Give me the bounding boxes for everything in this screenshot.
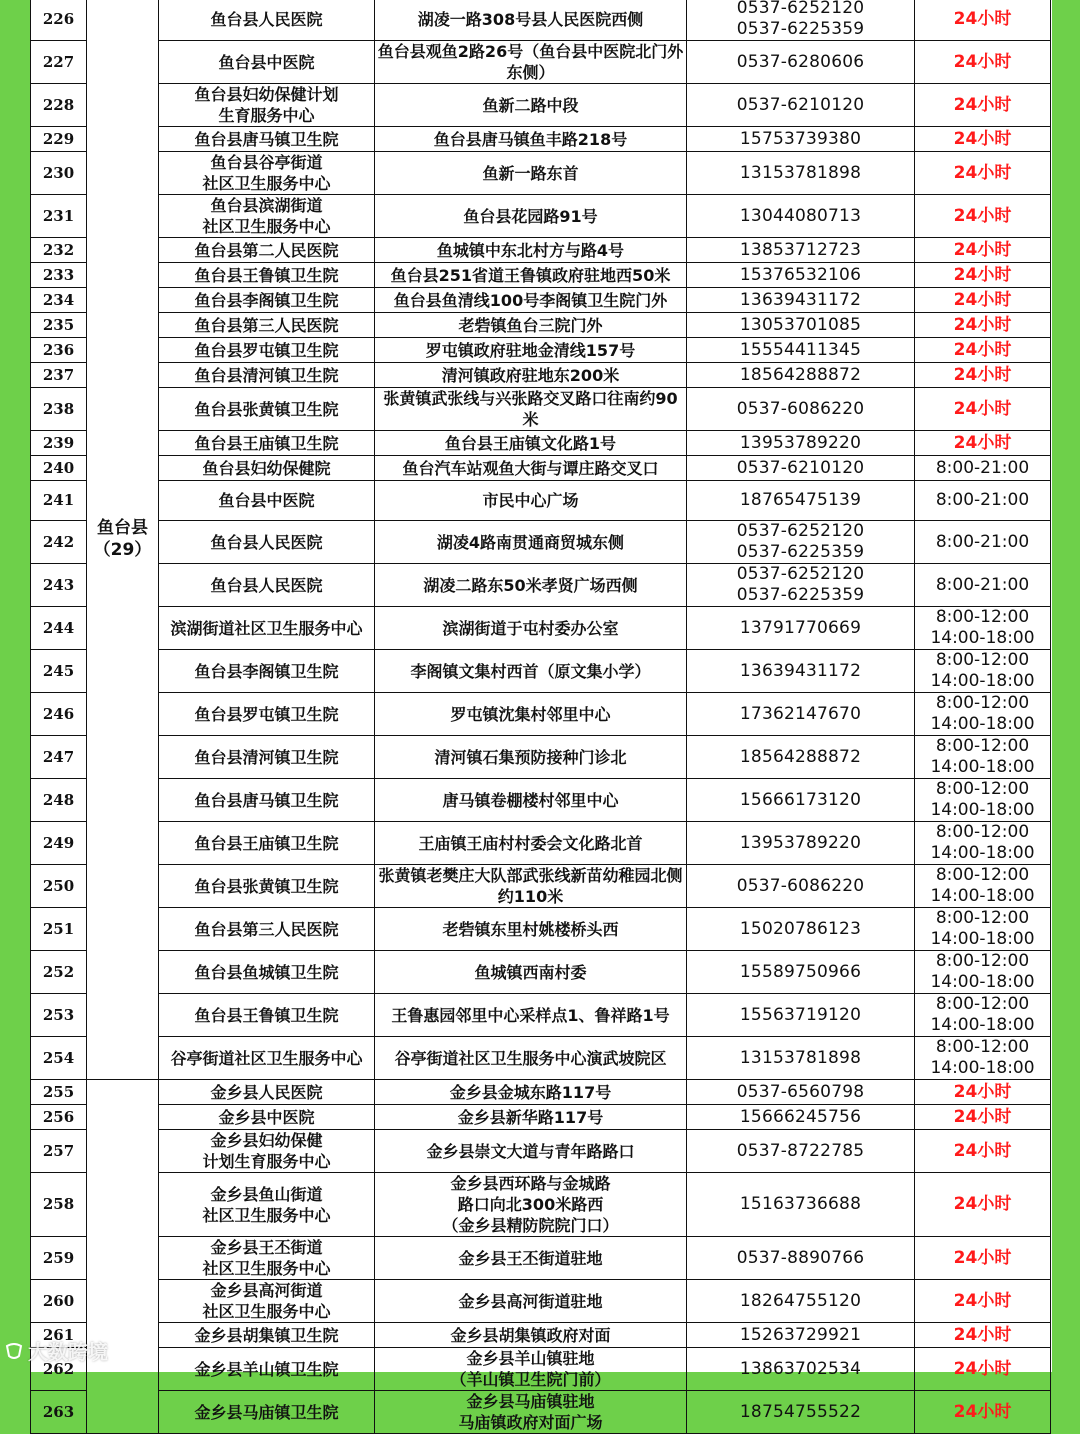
table-row xyxy=(31,908,1051,951)
service-hours: 24小时 xyxy=(915,313,1051,338)
row-number: 255 xyxy=(31,1080,87,1105)
clinic-name: 鱼台县妇幼保健院 xyxy=(159,456,375,481)
clinic-address: 鱼城镇西南村委 xyxy=(375,951,687,994)
clinic-address: 张黄镇武张线与兴张路交叉路口往南约90米 xyxy=(375,388,687,431)
clinic-phone: 18564288872 xyxy=(687,363,915,388)
clinic-name: 鱼台县清河镇卫生院 xyxy=(159,363,375,388)
service-hours: 8:00-21:00 xyxy=(915,521,1051,564)
clinic-phone: 13153781898 xyxy=(687,152,915,195)
clinic-phone: 0537-8722785 xyxy=(687,1130,915,1173)
clinic-phone: 0537-6252120 0537-6225359 xyxy=(687,521,915,564)
clinic-name: 金乡县胡集镇卫生院 xyxy=(159,1323,375,1348)
watermark-text: 大数跨境 xyxy=(28,1340,108,1364)
clinic-address: 王庙镇王庙村村委会文化路北首 xyxy=(375,822,687,865)
table-row xyxy=(31,363,1051,388)
clinic-phone: 13053701085 xyxy=(687,313,915,338)
table-row xyxy=(31,84,1051,127)
row-number: 246 xyxy=(31,693,87,736)
row-number: 239 xyxy=(31,431,87,456)
clinic-phone: 17362147670 xyxy=(687,693,915,736)
clinic-phone: 18765475139 xyxy=(687,481,915,521)
table-row xyxy=(31,456,1051,481)
clinic-phone: 18754755522 xyxy=(687,1391,915,1434)
row-number: 228 xyxy=(31,84,87,127)
row-number: 245 xyxy=(31,650,87,693)
table-row xyxy=(31,0,1051,41)
row-number: 262 xyxy=(31,1348,87,1391)
clinic-address: 鱼台汽车站观鱼大街与谭庄路交叉口 xyxy=(375,456,687,481)
clinic-address: 老砦镇鱼台三院门外 xyxy=(375,313,687,338)
clinic-phone: 15589750966 xyxy=(687,951,915,994)
clinic-name: 鱼台县滨湖街道 社区卫生服务中心 xyxy=(159,195,375,238)
row-number: 243 xyxy=(31,564,87,607)
table-row xyxy=(31,1237,1051,1280)
table-row xyxy=(31,1280,1051,1323)
clinic-address: 鱼台县251省道王鲁镇政府驻地西50米 xyxy=(375,263,687,288)
service-hours: 8:00-12:00 14:00-18:00 xyxy=(915,779,1051,822)
clinic-address: 清河镇政府驻地东200米 xyxy=(375,363,687,388)
service-hours: 8:00-12:00 14:00-18:00 xyxy=(915,994,1051,1037)
clinic-address: 鱼台县鱼清线100号李阁镇卫生院门外 xyxy=(375,288,687,313)
clinic-address: 清河镇石集预防接种门诊北 xyxy=(375,736,687,779)
table-row xyxy=(31,263,1051,288)
clinic-name: 鱼台县李阁镇卫生院 xyxy=(159,288,375,313)
clinic-address: 鱼新一路东首 xyxy=(375,152,687,195)
service-hours: 24小时 xyxy=(915,84,1051,127)
clinic-address: 金乡县崇文大道与青年路路口 xyxy=(375,1130,687,1173)
clinic-table-body xyxy=(31,0,1051,1434)
table-row xyxy=(31,1037,1051,1080)
clinic-phone: 15163736688 xyxy=(687,1173,915,1237)
clinic-phone: 15263729921 xyxy=(687,1323,915,1348)
watermark xyxy=(4,1336,108,1365)
table-row xyxy=(31,693,1051,736)
service-hours: 24小时 xyxy=(915,338,1051,363)
clinic-name: 鱼台县谷亭街道 社区卫生服务中心 xyxy=(159,152,375,195)
clinic-address: 张黄镇老樊庄大队部武张线新苗幼稚园北侧约110米 xyxy=(375,865,687,908)
clinic-address: 鱼台县观鱼2路26号（鱼台县中医院北门外东侧） xyxy=(375,41,687,84)
service-hours: 24小时 xyxy=(915,0,1051,41)
clinic-address: 滨湖街道于屯村委办公室 xyxy=(375,607,687,650)
clinic-address: 李阁镇文集村西首（原文集小学） xyxy=(375,650,687,693)
service-hours: 24小时 xyxy=(915,1130,1051,1173)
service-hours: 24小时 xyxy=(915,41,1051,84)
table-row xyxy=(31,564,1051,607)
row-number: 227 xyxy=(31,41,87,84)
clinic-phone: 15020786123 xyxy=(687,908,915,951)
clinic-name: 鱼台县鱼城镇卫生院 xyxy=(159,951,375,994)
table-row xyxy=(31,288,1051,313)
service-hours: 24小时 xyxy=(915,195,1051,238)
clinic-address: 鱼台县花园路91号 xyxy=(375,195,687,238)
table-row xyxy=(31,127,1051,152)
clinic-phone: 15554411345 xyxy=(687,338,915,363)
clinic-name: 鱼台县人民医院 xyxy=(159,564,375,607)
clinic-address: 谷亭街道社区卫生服务中心演武坡院区 xyxy=(375,1037,687,1080)
service-hours: 24小时 xyxy=(915,1280,1051,1323)
table-row xyxy=(31,521,1051,564)
row-number: 247 xyxy=(31,736,87,779)
table-row xyxy=(31,1323,1051,1348)
clinic-name: 鱼台县王鲁镇卫生院 xyxy=(159,263,375,288)
service-hours: 8:00-12:00 14:00-18:00 xyxy=(915,822,1051,865)
table-row xyxy=(31,388,1051,431)
clinic-name: 鱼台县清河镇卫生院 xyxy=(159,736,375,779)
clinic-phone: 15753739380 xyxy=(687,127,915,152)
row-number: 257 xyxy=(31,1130,87,1173)
county-cell: 鱼台县 （29） xyxy=(87,0,159,1080)
clinic-name: 鱼台县张黄镇卫生院 xyxy=(159,865,375,908)
clinic-name: 金乡县羊山镇卫生院 xyxy=(159,1348,375,1391)
clinic-address: 金乡县马庙镇驻地 马庙镇政府对面广场 xyxy=(375,1391,687,1434)
clinic-name: 金乡县人民医院 xyxy=(159,1080,375,1105)
table-row xyxy=(31,951,1051,994)
service-hours: 24小时 xyxy=(915,288,1051,313)
clinic-name: 鱼台县妇幼保健计划 生育服务中心 xyxy=(159,84,375,127)
clinic-address: 湖凌一路308号县人民医院西侧 xyxy=(375,0,687,41)
row-number: 244 xyxy=(31,607,87,650)
clinic-name: 鱼台县张黄镇卫生院 xyxy=(159,388,375,431)
table-row xyxy=(31,238,1051,263)
clinic-address: 金乡县金城东路117号 xyxy=(375,1080,687,1105)
table-row xyxy=(31,431,1051,456)
table-row xyxy=(31,607,1051,650)
clinic-address: 罗屯镇政府驻地金清线157号 xyxy=(375,338,687,363)
row-number: 250 xyxy=(31,865,87,908)
clinic-address: 金乡县西环路与金城路 路口向北300米路西 （金乡县精防院院门口） xyxy=(375,1173,687,1237)
service-hours: 24小时 xyxy=(915,127,1051,152)
clinic-phone: 0537-6210120 xyxy=(687,84,915,127)
clinic-name: 鱼台县王庙镇卫生院 xyxy=(159,822,375,865)
clinic-address: 湖凌4路南贯通商贸城东侧 xyxy=(375,521,687,564)
row-number: 238 xyxy=(31,388,87,431)
clinic-name: 谷亭街道社区卫生服务中心 xyxy=(159,1037,375,1080)
service-hours: 24小时 xyxy=(915,1348,1051,1391)
service-hours: 24小时 xyxy=(915,388,1051,431)
table-row xyxy=(31,481,1051,521)
service-hours: 8:00-12:00 14:00-18:00 xyxy=(915,607,1051,650)
clinic-phone: 13853712723 xyxy=(687,238,915,263)
clinic-phone: 0537-6252120 0537-6225359 xyxy=(687,0,915,41)
service-hours: 8:00-21:00 xyxy=(915,456,1051,481)
clinic-address: 唐马镇卷棚楼村邻里中心 xyxy=(375,779,687,822)
row-number: 249 xyxy=(31,822,87,865)
clinic-phone: 15666245756 xyxy=(687,1105,915,1130)
clinic-name: 鱼台县人民医院 xyxy=(159,0,375,41)
clinic-address: 金乡县高河街道驻地 xyxy=(375,1280,687,1323)
clinic-address: 市民中心广场 xyxy=(375,481,687,521)
clinic-name: 鱼台县第三人民医院 xyxy=(159,313,375,338)
clinic-address: 湖凌二路东50米孝贤广场西侧 xyxy=(375,564,687,607)
table-row xyxy=(31,41,1051,84)
row-number: 256 xyxy=(31,1105,87,1130)
clinic-phone: 13639431172 xyxy=(687,288,915,313)
clinic-name: 金乡县马庙镇卫生院 xyxy=(159,1391,375,1434)
service-hours: 24小时 xyxy=(915,238,1051,263)
table-row xyxy=(31,994,1051,1037)
clinic-phone: 15563719120 xyxy=(687,994,915,1037)
county-cell xyxy=(87,1080,159,1434)
table-row xyxy=(31,1173,1051,1237)
clinic-phone: 0537-6086220 xyxy=(687,865,915,908)
row-number: 232 xyxy=(31,238,87,263)
service-hours: 24小时 xyxy=(915,152,1051,195)
row-number: 259 xyxy=(31,1237,87,1280)
clinic-address: 鱼台县王庙镇文化路1号 xyxy=(375,431,687,456)
clinic-phone: 0537-6560798 xyxy=(687,1080,915,1105)
clinic-name: 鱼台县中医院 xyxy=(159,41,375,84)
table-row xyxy=(31,779,1051,822)
table-row xyxy=(31,152,1051,195)
row-number: 254 xyxy=(31,1037,87,1080)
clinic-address: 鱼台县唐马镇鱼丰路218号 xyxy=(375,127,687,152)
clinic-phone: 13639431172 xyxy=(687,650,915,693)
clinic-name: 鱼台县王鲁镇卫生院 xyxy=(159,994,375,1037)
table-row xyxy=(31,822,1051,865)
clinic-phone: 0537-6210120 xyxy=(687,456,915,481)
row-number: 231 xyxy=(31,195,87,238)
service-hours: 24小时 xyxy=(915,1237,1051,1280)
table-row xyxy=(31,1130,1051,1173)
service-hours: 8:00-12:00 14:00-18:00 xyxy=(915,1037,1051,1080)
clinic-phone: 0537-6280606 xyxy=(687,41,915,84)
row-number: 260 xyxy=(31,1280,87,1323)
service-hours: 24小时 xyxy=(915,1391,1051,1434)
row-number: 229 xyxy=(31,127,87,152)
row-number: 263 xyxy=(31,1391,87,1434)
clinic-address: 罗屯镇沈集村邻里中心 xyxy=(375,693,687,736)
service-hours: 24小时 xyxy=(915,431,1051,456)
clinic-name: 金乡县王丕街道 社区卫生服务中心 xyxy=(159,1237,375,1280)
clinic-phone: 13953789220 xyxy=(687,431,915,456)
clinic-phone: 13863702534 xyxy=(687,1348,915,1391)
service-hours: 24小时 xyxy=(915,363,1051,388)
clinic-name: 鱼台县罗屯镇卫生院 xyxy=(159,693,375,736)
table-row xyxy=(31,865,1051,908)
service-hours: 8:00-12:00 14:00-18:00 xyxy=(915,693,1051,736)
row-number: 236 xyxy=(31,338,87,363)
table-row xyxy=(31,736,1051,779)
clinic-address: 金乡县羊山镇驻地 （羊山镇卫生院门前） xyxy=(375,1348,687,1391)
service-hours: 8:00-12:00 14:00-18:00 xyxy=(915,650,1051,693)
service-hours: 8:00-21:00 xyxy=(915,564,1051,607)
row-number: 234 xyxy=(31,288,87,313)
service-hours: 8:00-12:00 14:00-18:00 xyxy=(915,908,1051,951)
row-number: 252 xyxy=(31,951,87,994)
clinic-name: 金乡县高河街道 社区卫生服务中心 xyxy=(159,1280,375,1323)
clinic-name: 滨湖街道社区卫生服务中心 xyxy=(159,607,375,650)
clinic-address: 老砦镇东里村姚楼桥头西 xyxy=(375,908,687,951)
row-number: 233 xyxy=(31,263,87,288)
clinic-name: 金乡县中医院 xyxy=(159,1105,375,1130)
clinic-phone: 18564288872 xyxy=(687,736,915,779)
clinic-name: 鱼台县中医院 xyxy=(159,481,375,521)
clinic-table xyxy=(30,0,1051,1434)
table-row xyxy=(31,338,1051,363)
clinic-phone: 0537-6086220 xyxy=(687,388,915,431)
clinic-phone: 0537-8890766 xyxy=(687,1237,915,1280)
table-row xyxy=(31,1348,1051,1391)
clinic-address: 鱼新二路中段 xyxy=(375,84,687,127)
row-number: 258 xyxy=(31,1173,87,1237)
brand-logo-icon xyxy=(4,1341,24,1361)
clinic-address: 王鲁惠园邻里中心采样点1、鲁祥路1号 xyxy=(375,994,687,1037)
row-number: 230 xyxy=(31,152,87,195)
row-number: 251 xyxy=(31,908,87,951)
clinic-phone: 15666173120 xyxy=(687,779,915,822)
clinic-address: 金乡县胡集镇政府对面 xyxy=(375,1323,687,1348)
row-number: 253 xyxy=(31,994,87,1037)
schedule-sheet xyxy=(30,0,1052,1432)
service-hours: 8:00-12:00 14:00-18:00 xyxy=(915,951,1051,994)
clinic-phone: 13953789220 xyxy=(687,822,915,865)
row-number: 235 xyxy=(31,313,87,338)
clinic-name: 鱼台县唐马镇卫生院 xyxy=(159,779,375,822)
service-hours: 8:00-12:00 14:00-18:00 xyxy=(915,736,1051,779)
clinic-name: 鱼台县唐马镇卫生院 xyxy=(159,127,375,152)
table-row xyxy=(31,650,1051,693)
clinic-name: 鱼台县李阁镇卫生院 xyxy=(159,650,375,693)
row-number: 237 xyxy=(31,363,87,388)
clinic-phone: 0537-6252120 0537-6225359 xyxy=(687,564,915,607)
clinic-phone: 18264755120 xyxy=(687,1280,915,1323)
table-row xyxy=(31,1080,1051,1105)
clinic-phone: 13044080713 xyxy=(687,195,915,238)
clinic-phone: 13153781898 xyxy=(687,1037,915,1080)
service-hours: 24小时 xyxy=(915,1080,1051,1105)
table-row xyxy=(31,1105,1051,1130)
clinic-name: 鱼台县王庙镇卫生院 xyxy=(159,431,375,456)
table-row xyxy=(31,195,1051,238)
clinic-address: 金乡县王丕街道驻地 xyxy=(375,1237,687,1280)
row-number: 226 xyxy=(31,0,87,41)
row-number: 241 xyxy=(31,481,87,521)
service-hours: 8:00-12:00 14:00-18:00 xyxy=(915,865,1051,908)
row-number: 242 xyxy=(31,521,87,564)
row-number: 261 xyxy=(31,1323,87,1348)
clinic-address: 金乡县新华路117号 xyxy=(375,1105,687,1130)
clinic-phone: 13791770669 xyxy=(687,607,915,650)
clinic-name: 金乡县鱼山街道 社区卫生服务中心 xyxy=(159,1173,375,1237)
clinic-name: 金乡县妇幼保健 计划生育服务中心 xyxy=(159,1130,375,1173)
clinic-phone: 15376532106 xyxy=(687,263,915,288)
clinic-name: 鱼台县第二人民医院 xyxy=(159,238,375,263)
service-hours: 24小时 xyxy=(915,1323,1051,1348)
service-hours: 24小时 xyxy=(915,1173,1051,1237)
row-number: 240 xyxy=(31,456,87,481)
clinic-name: 鱼台县第三人民医院 xyxy=(159,908,375,951)
row-number: 248 xyxy=(31,779,87,822)
table-row xyxy=(31,313,1051,338)
clinic-name: 鱼台县人民医院 xyxy=(159,521,375,564)
service-hours: 24小时 xyxy=(915,1105,1051,1130)
clinic-name: 鱼台县罗屯镇卫生院 xyxy=(159,338,375,363)
service-hours: 8:00-21:00 xyxy=(915,481,1051,521)
table-row xyxy=(31,1391,1051,1434)
service-hours: 24小时 xyxy=(915,263,1051,288)
clinic-address: 鱼城镇中东北村方与路4号 xyxy=(375,238,687,263)
